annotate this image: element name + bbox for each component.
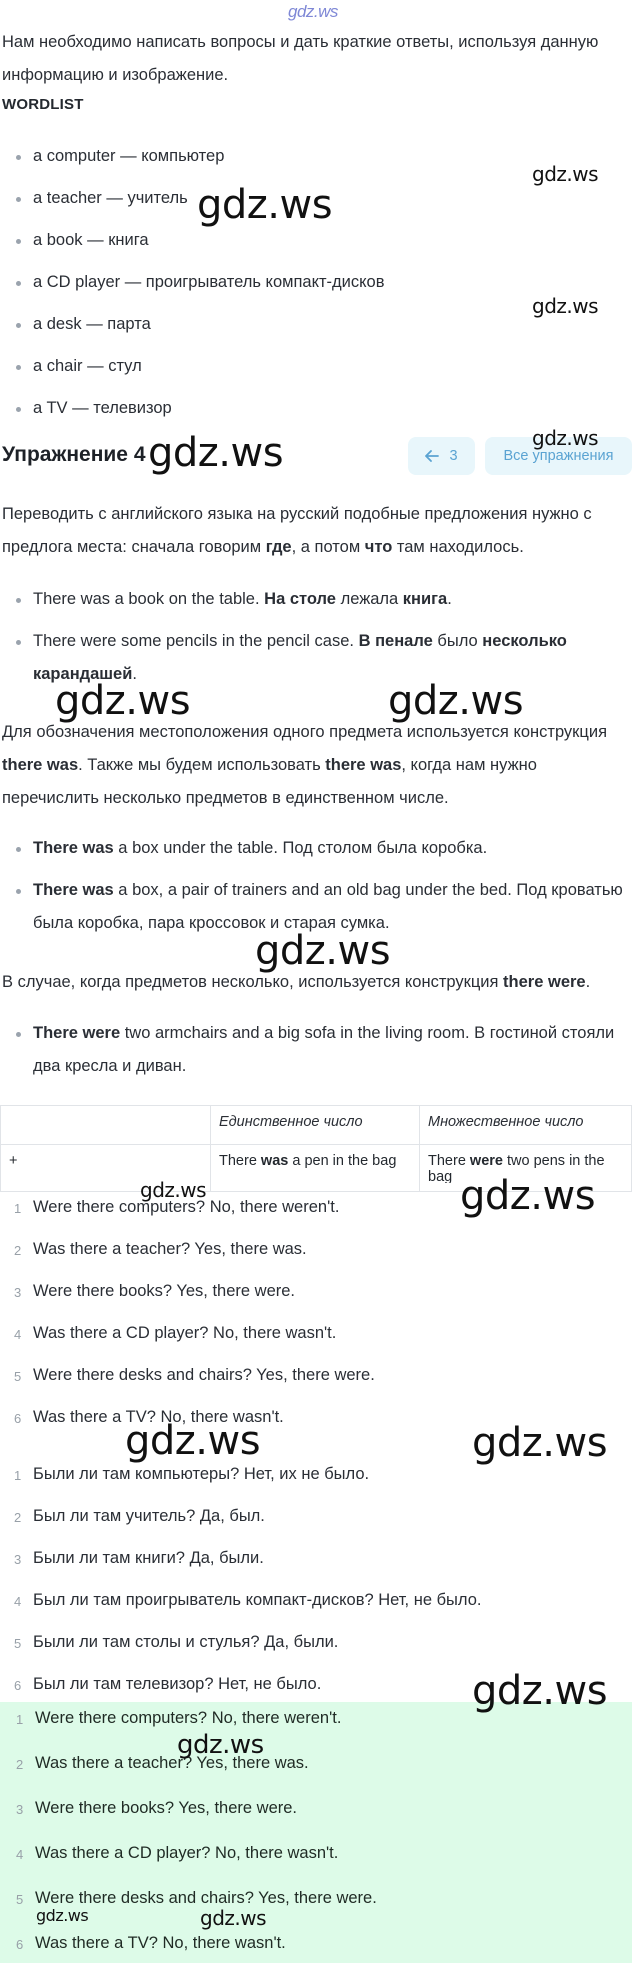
list-item: There was a box, a pair of trainers and an old bag under the bed. Под кроватью была коробка, пара кроссовок и старая сумка. [33, 874, 623, 940]
prev-exercise-button[interactable] [408, 437, 475, 475]
rule-paragraph-3: В случае, когда предметов несколько, используется конструкция there were. [2, 973, 591, 991]
list-item: 3 Были ли там книги? Да, были. [14, 1549, 264, 1567]
list-item: 2 Was there a teacher? Yes, there was. [16, 1754, 309, 1772]
watermark: gdz.ws [460, 1173, 596, 1219]
bullet-icon [16, 847, 21, 852]
watermark: gdz.ws [532, 162, 599, 186]
list-item: 4 Был ли там проигрыватель компакт-дисков? Нет, не было. [14, 1591, 482, 1609]
bullet-icon [16, 1032, 21, 1037]
table-header-cell [1, 1106, 211, 1145]
prev-exercise-label: 3 [449, 448, 458, 464]
rule-paragraph-1: Переводить с английского языка на русский подобные предложения нужно с предлога места: сначала говорим где, а потом что там находилось. [2, 505, 592, 556]
list-item: There were two armchairs and a big sofa in the living room. В гостиной стояли два кресла и диван. [33, 1017, 623, 1083]
list-item: There was a book on the table. На столе лежала книга. [33, 583, 623, 616]
arrow-left-icon [425, 450, 439, 462]
bullet-icon [16, 598, 21, 603]
bullet-icon [16, 365, 21, 370]
list-item: 6 Was there a TV? No, there wasn't. [14, 1408, 284, 1426]
list-item: a computer — компьютер [33, 140, 623, 173]
watermark: gdz.ws [148, 430, 284, 476]
list-item: a TV — телевизор [33, 392, 623, 425]
bullet-icon [16, 239, 21, 244]
watermark: gdz.ws [255, 928, 391, 974]
list-item: 4 Was there a CD player? No, there wasn't. [16, 1844, 339, 1862]
watermark: gdz.ws [197, 182, 333, 228]
table-cell: There was a pen in the bag [211, 1145, 420, 1192]
intro-text: Нам необходимо написать вопросы и дать краткие ответы, используя данную информацию и изображение. [2, 33, 599, 84]
list-item: 1 Были ли там компьютеры? Нет, их не было. [14, 1465, 370, 1483]
list-item: 4 Was there a CD player? No, there wasn't. [14, 1324, 337, 1342]
bullet-icon [16, 407, 21, 412]
watermark: gdz.ws [140, 1178, 207, 1202]
list-item: 1 Were there computers? No, there weren't. [16, 1709, 342, 1727]
list-item: 3 Were there books? Yes, there were. [14, 1282, 296, 1300]
watermark: gdz.ws [200, 1906, 267, 1930]
list-item: a teacher — учитель [33, 182, 623, 215]
list-item: 5 Were there desks and chairs? Yes, there were. [16, 1889, 377, 1907]
list-item: 2 Was there a teacher? Yes, there was. [14, 1240, 307, 1258]
list-item: 5 Были ли там столы и стулья? Да, были. [14, 1633, 339, 1651]
bullet-icon [16, 889, 21, 894]
bullet-icon [16, 197, 21, 202]
list-item: 3 Were there books? Yes, there were. [16, 1799, 298, 1817]
watermark: gdz.ws [55, 678, 191, 724]
bullet-icon [16, 640, 21, 645]
list-item: There were some pencils in the pencil case. В пенале было несколько карандашей. [33, 625, 623, 691]
site-logo[interactable]: gdz.ws [288, 2, 338, 21]
table-header-cell: Множественное число [420, 1106, 632, 1145]
list-item: 5 Were there desks and chairs? Yes, there were. [14, 1366, 375, 1384]
watermark: gdz.ws [472, 1668, 608, 1714]
list-item: a chair — стул [33, 350, 623, 383]
watermark: gdz.ws [125, 1418, 261, 1464]
wordlist-title: WORDLIST [2, 96, 84, 113]
exercise-title: Упражнение 4 [2, 443, 146, 466]
watermark: gdz.ws [177, 1730, 264, 1760]
list-item: 6 Was there a TV? No, there wasn't. [16, 1934, 286, 1952]
table-header-cell: Единственное число [211, 1106, 420, 1145]
watermark: gdz.ws [36, 1906, 89, 1925]
watermark: gdz.ws [388, 678, 524, 724]
watermark: gdz.ws [472, 1420, 608, 1466]
bullet-icon [16, 323, 21, 328]
list-item: 2 Был ли там учитель? Да, был. [14, 1507, 265, 1525]
table-cell: + [1, 1145, 211, 1192]
list-item: a book — книга [33, 224, 623, 257]
watermark: gdz.ws [532, 426, 599, 450]
table-header-row [1, 1106, 632, 1145]
bullet-icon [16, 281, 21, 286]
all-exercises-label: Все упражнения [503, 448, 614, 464]
bullet-icon [16, 155, 21, 160]
list-item: a CD player — проигрыватель компакт-дисков [33, 266, 623, 299]
list-item: 6 Был ли там телевизор? Нет, не было. [14, 1675, 322, 1693]
watermark: gdz.ws [532, 294, 599, 318]
table-cell: There were two pens in the bag [420, 1145, 632, 1192]
list-item: 1 Were there computers? No, there weren't. [14, 1198, 340, 1216]
list-item: a desk — парта [33, 308, 623, 341]
rule-paragraph-2: Для обозначения местоположения одного предмета используется конструкция there was. Также мы будем использовать there was, когда нам нужно перечислить несколько предметов в единственном числе. [2, 723, 608, 807]
list-item: There was a box under the table. Под столом была коробка. [33, 832, 623, 865]
answer-box [0, 1702, 632, 1963]
